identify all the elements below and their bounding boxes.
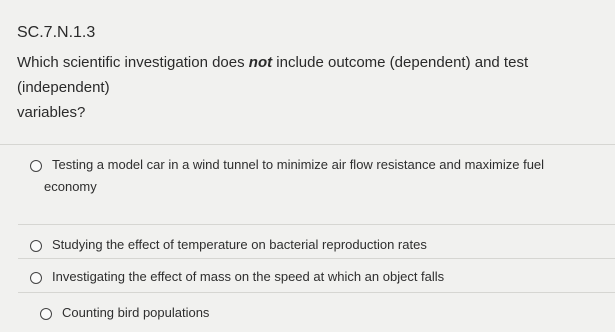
radio-button-icon[interactable] <box>30 272 42 284</box>
question-text-after: include outcome (dependent) and test <box>272 54 529 71</box>
radio-button-icon[interactable] <box>30 240 42 252</box>
answer-option-1-line-1: Testing a model car in a wind tunnel to minimize air flow resistance and maximize fuel <box>52 157 545 172</box>
answer-option-2-label: Studying the effect of temperature on bacterial reproduction rates <box>52 237 427 252</box>
question-line-3: variables? <box>17 104 86 121</box>
question-line-1 <box>17 50 607 75</box>
divider <box>18 224 615 225</box>
answer-option-1[interactable] <box>30 157 600 198</box>
answer-option-2[interactable] <box>30 237 600 256</box>
answer-option-3-label: Investigating the effect of mass on the speed at which an object falls <box>52 269 445 284</box>
answer-option-4[interactable] <box>40 305 610 324</box>
question-line-2: (independent) <box>17 79 110 96</box>
divider <box>0 144 615 145</box>
answer-option-3[interactable] <box>30 269 600 288</box>
divider <box>18 292 615 293</box>
divider <box>18 258 615 259</box>
question-text <box>17 50 607 125</box>
question-text-before: Which scientific investigation does <box>17 54 249 71</box>
answer-option-4-label: Counting bird populations <box>62 305 210 320</box>
radio-button-icon[interactable] <box>40 308 52 320</box>
standard-code: SC.7.N.1.3 <box>17 24 96 41</box>
radio-button-icon[interactable] <box>30 160 42 172</box>
question-emphasis: not <box>248 54 273 71</box>
answer-option-1-line-2: economy <box>44 179 97 194</box>
